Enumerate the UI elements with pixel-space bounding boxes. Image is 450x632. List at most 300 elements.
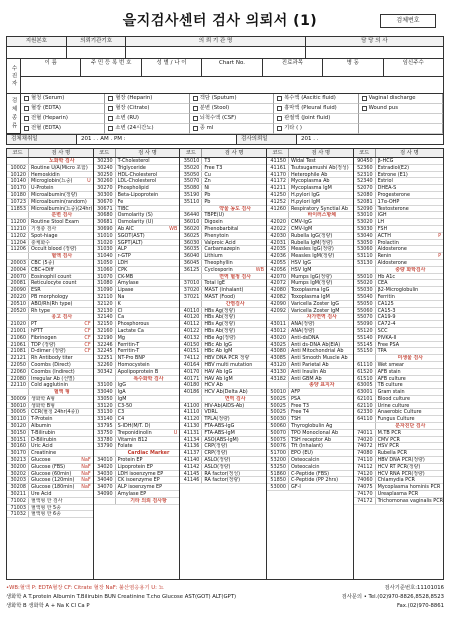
test-row[interactable] [94, 240, 180, 247]
test-row[interactable] [267, 192, 353, 199]
request-date-field[interactable]: 201 . . [301, 136, 319, 142]
section-title: 자가면역 검사 [306, 314, 337, 321]
test-row[interactable] [354, 389, 443, 396]
test-row[interactable] [7, 477, 93, 484]
test-code: 41134 [180, 437, 202, 443]
test-row[interactable] [7, 260, 93, 267]
test-row[interactable] [94, 287, 180, 294]
test-row[interactable] [7, 450, 93, 457]
test-row[interactable] [180, 253, 266, 260]
test-row[interactable] [94, 362, 180, 369]
test-row[interactable] [180, 443, 266, 450]
test-code: 33780 [94, 437, 116, 443]
test-row[interactable] [7, 233, 93, 240]
test-row[interactable] [94, 206, 180, 213]
test-row[interactable] [180, 355, 266, 362]
test-row[interactable] [94, 342, 180, 349]
test-code: 32120 [94, 301, 116, 307]
test-row[interactable] [267, 321, 353, 328]
test-row[interactable] [180, 308, 266, 315]
test-row[interactable] [7, 409, 93, 416]
test-row[interactable] [7, 396, 93, 403]
test-row[interactable] [267, 443, 353, 450]
test-row[interactable] [267, 464, 353, 471]
test-row[interactable] [354, 172, 443, 179]
test-row[interactable] [267, 294, 353, 301]
test-name: M.TB PCR [377, 429, 402, 436]
specimen-option[interactable] [105, 104, 189, 114]
test-row[interactable] [267, 403, 353, 410]
test-row[interactable] [354, 206, 443, 213]
test-row[interactable] [7, 226, 93, 233]
test-row[interactable] [267, 267, 353, 274]
test-row[interactable] [267, 185, 353, 192]
test-row[interactable] [7, 416, 93, 423]
test-row[interactable] [354, 430, 443, 437]
specimen-checkbox[interactable] [193, 106, 198, 111]
specimen-checkbox[interactable] [362, 96, 367, 101]
test-row[interactable] [267, 362, 353, 369]
test-row[interactable] [94, 233, 180, 240]
test-row[interactable] [354, 498, 443, 505]
test-row[interactable] [94, 348, 180, 355]
test-row[interactable] [180, 158, 266, 165]
specimen-option[interactable] [21, 114, 105, 124]
test-row[interactable] [94, 464, 180, 471]
test-row[interactable] [94, 335, 180, 342]
specimen-option[interactable] [190, 114, 274, 124]
test-code: 41161 [267, 165, 289, 171]
test-row[interactable] [180, 416, 266, 423]
test-row[interactable] [354, 308, 443, 315]
test-row[interactable] [94, 403, 180, 410]
test-row[interactable] [94, 443, 180, 450]
test-row[interactable] [267, 471, 353, 478]
test-row[interactable] [267, 396, 353, 403]
test-row[interactable] [267, 172, 353, 179]
test-row[interactable] [267, 260, 353, 267]
test-row[interactable] [354, 240, 443, 247]
test-row[interactable] [7, 308, 93, 315]
test-row[interactable] [180, 348, 266, 355]
test-row[interactable] [354, 185, 443, 192]
test-row[interactable] [267, 376, 353, 383]
test-code: 40151 [180, 348, 202, 354]
test-row[interactable] [354, 450, 443, 457]
physician-field[interactable] [306, 47, 443, 58]
specimen-option[interactable] [105, 94, 189, 104]
test-row[interactable] [354, 158, 443, 165]
test-row[interactable] [94, 192, 180, 199]
test-row[interactable] [354, 382, 443, 389]
specimen-option[interactable] [105, 114, 189, 124]
test-row[interactable] [267, 369, 353, 376]
test-row[interactable] [267, 348, 353, 355]
test-row[interactable] [354, 321, 443, 328]
specimen-option[interactable] [359, 104, 443, 114]
test-row[interactable] [267, 477, 353, 484]
specimen-checkbox[interactable] [277, 116, 282, 121]
test-row[interactable] [267, 253, 353, 260]
test-row[interactable] [354, 260, 443, 267]
test-row[interactable] [7, 403, 93, 410]
institution-code-field[interactable] [67, 47, 127, 58]
test-row[interactable] [354, 294, 443, 301]
test-row[interactable] [7, 511, 93, 518]
branch-field[interactable] [7, 47, 67, 58]
test-row[interactable] [180, 314, 266, 321]
test-row[interactable] [180, 178, 266, 185]
test-row[interactable] [94, 212, 180, 219]
test-row[interactable] [7, 199, 93, 206]
test-row[interactable] [7, 362, 93, 369]
test-row[interactable] [94, 477, 180, 484]
specimen-label: 전혈 (Heparin) [31, 115, 68, 121]
test-row[interactable] [180, 185, 266, 192]
test-row[interactable] [267, 206, 353, 213]
test-row[interactable] [7, 185, 93, 192]
specimen-option[interactable] [21, 104, 105, 114]
test-row[interactable] [267, 430, 353, 437]
test-row[interactable] [180, 430, 266, 437]
test-row[interactable] [354, 369, 443, 376]
test-row[interactable] [7, 172, 93, 179]
test-row[interactable] [267, 423, 353, 430]
test-row[interactable] [180, 362, 266, 369]
test-row[interactable] [7, 219, 93, 226]
test-row[interactable] [94, 185, 180, 192]
collection-date-field[interactable]: 201 . . AM . PM : [77, 135, 237, 144]
specimen-option[interactable] [190, 104, 274, 114]
test-row[interactable] [267, 287, 353, 294]
test-row[interactable] [267, 240, 353, 247]
test-row[interactable] [267, 328, 353, 335]
specimen-option[interactable] [274, 94, 358, 104]
test-row[interactable] [180, 321, 266, 328]
test-row[interactable] [94, 280, 180, 287]
test-row[interactable] [180, 212, 266, 219]
test-row[interactable] [354, 376, 443, 383]
test-row[interactable] [180, 471, 266, 478]
test-row[interactable] [94, 178, 180, 185]
test-row[interactable] [180, 233, 266, 240]
test-row[interactable] [94, 457, 180, 464]
test-row[interactable] [180, 165, 266, 172]
test-row[interactable] [7, 437, 93, 444]
test-row[interactable] [7, 206, 93, 213]
test-row[interactable] [180, 328, 266, 335]
test-row[interactable] [180, 389, 266, 396]
test-row[interactable] [94, 308, 180, 315]
test-row[interactable] [7, 178, 93, 185]
test-row[interactable] [7, 301, 93, 308]
specimen-option[interactable] [274, 114, 358, 124]
test-row[interactable] [354, 226, 443, 233]
test-row[interactable] [94, 165, 180, 172]
test-row[interactable] [354, 348, 443, 355]
test-row[interactable] [7, 321, 93, 328]
test-row[interactable] [180, 450, 266, 457]
test-code: 41260 [267, 206, 289, 212]
test-row[interactable] [267, 158, 353, 165]
test-row[interactable] [180, 280, 266, 287]
test-row[interactable] [267, 389, 353, 396]
specimen-option[interactable] [21, 124, 105, 134]
test-row[interactable] [94, 294, 180, 301]
test-row[interactable] [354, 416, 443, 423]
test-row[interactable] [354, 219, 443, 226]
test-row[interactable] [94, 301, 180, 308]
specimen-checkbox[interactable] [24, 116, 29, 121]
test-row[interactable] [94, 430, 180, 437]
test-row[interactable] [94, 437, 180, 444]
test-row[interactable] [180, 376, 266, 383]
test-row[interactable] [94, 226, 180, 233]
test-row[interactable] [7, 165, 93, 172]
test-row[interactable] [7, 348, 93, 355]
test-code: 11853 [7, 206, 29, 212]
test-row[interactable] [354, 301, 443, 308]
test-row[interactable] [267, 484, 353, 491]
specimen-option[interactable] [274, 104, 358, 114]
test-row[interactable] [7, 328, 93, 335]
test-row[interactable] [7, 240, 93, 247]
test-row[interactable] [180, 192, 266, 199]
test-row[interactable] [7, 274, 93, 281]
test-row[interactable] [7, 471, 93, 478]
test-row[interactable] [94, 369, 180, 376]
test-row[interactable] [354, 471, 443, 478]
test-row[interactable] [354, 342, 443, 349]
test-row[interactable] [267, 199, 353, 206]
test-row[interactable] [180, 267, 266, 274]
test-row[interactable] [7, 484, 93, 491]
test-name: Estrone (E1) [377, 171, 408, 178]
specimen-option[interactable] [190, 94, 274, 104]
test-row[interactable] [7, 457, 93, 464]
test-row[interactable] [267, 409, 353, 416]
test-row[interactable] [354, 457, 443, 464]
test-row[interactable] [180, 335, 266, 342]
test-row[interactable] [94, 484, 180, 491]
test-row[interactable] [94, 314, 180, 321]
test-row[interactable] [354, 246, 443, 253]
test-code: 31010 [94, 233, 116, 239]
test-row[interactable] [267, 165, 353, 172]
test-row[interactable] [7, 505, 93, 512]
test-row[interactable] [7, 464, 93, 471]
test-row[interactable] [94, 158, 180, 165]
specimen-option[interactable] [190, 124, 274, 134]
test-row[interactable] [7, 267, 93, 274]
test-row[interactable] [180, 423, 266, 430]
specimen-checkbox[interactable] [362, 106, 367, 111]
test-row[interactable] [180, 294, 266, 301]
test-row[interactable] [267, 355, 353, 362]
test-row[interactable] [354, 403, 443, 410]
specimen-option[interactable] [105, 124, 189, 134]
test-row[interactable] [354, 437, 443, 444]
test-row[interactable] [180, 409, 266, 416]
test-row[interactable] [94, 382, 180, 389]
specimen-option[interactable] [274, 124, 358, 134]
test-row[interactable] [354, 491, 443, 498]
test-row[interactable] [94, 219, 180, 226]
test-row[interactable] [267, 450, 353, 457]
test-row[interactable] [354, 287, 443, 294]
test-row[interactable] [7, 376, 93, 383]
test-code: 42030 [267, 233, 289, 239]
test-row[interactable] [267, 457, 353, 464]
test-row[interactable] [180, 369, 266, 376]
test-row[interactable] [267, 219, 353, 226]
test-row[interactable] [7, 423, 93, 430]
test-row[interactable] [180, 219, 266, 226]
test-row[interactable] [354, 335, 443, 342]
test-row[interactable] [94, 409, 180, 416]
test-row[interactable] [7, 287, 93, 294]
test-row[interactable] [94, 396, 180, 403]
test-row[interactable] [354, 396, 443, 403]
specimen-checkbox[interactable] [108, 106, 113, 111]
test-row[interactable] [180, 246, 266, 253]
specimen-label: 분변 (Stool) [199, 105, 230, 111]
test-row[interactable] [7, 498, 93, 505]
test-name: HBs Ab(정량) [204, 314, 236, 321]
specimen-checkbox[interactable] [24, 96, 29, 101]
specimen-option[interactable] [21, 94, 105, 104]
specimen-checkbox[interactable] [24, 106, 29, 111]
test-row[interactable] [267, 274, 353, 281]
test-row[interactable] [180, 457, 266, 464]
test-row[interactable] [354, 178, 443, 185]
test-row[interactable] [267, 301, 353, 308]
test-row[interactable] [354, 212, 443, 219]
test-row[interactable] [267, 233, 353, 240]
specimen-checkbox[interactable] [277, 96, 282, 101]
test-row[interactable] [94, 355, 180, 362]
test-row[interactable] [354, 328, 443, 335]
test-row[interactable] [94, 274, 180, 281]
test-row[interactable] [7, 342, 93, 349]
test-row[interactable] [354, 274, 443, 281]
test-row[interactable] [267, 342, 353, 349]
test-row[interactable] [7, 294, 93, 301]
test-row[interactable] [94, 246, 180, 253]
specimen-checkbox[interactable] [277, 126, 282, 131]
test-row[interactable] [7, 192, 93, 199]
test-row[interactable] [94, 321, 180, 328]
patient-input-row[interactable] [21, 77, 443, 94]
test-row[interactable] [94, 389, 180, 396]
test-row[interactable] [94, 199, 180, 206]
specimen-checkbox[interactable] [193, 116, 198, 121]
test-row[interactable] [267, 308, 353, 315]
test-row[interactable] [267, 335, 353, 342]
test-row[interactable] [180, 287, 266, 294]
institution-name-label: 의 뢰 기 관 명 [126, 37, 305, 46]
test-row[interactable] [354, 443, 443, 450]
test-row[interactable] [94, 491, 180, 498]
test-row[interactable] [354, 362, 443, 369]
test-row[interactable] [94, 328, 180, 335]
test-row[interactable] [7, 369, 93, 376]
test-row[interactable] [94, 253, 180, 260]
test-row[interactable] [354, 409, 443, 416]
test-row[interactable] [267, 226, 353, 233]
specimen-flag: NaF [81, 470, 91, 477]
test-row[interactable] [180, 464, 266, 471]
specimen-checkbox[interactable] [24, 126, 29, 131]
specimen-checkbox[interactable] [108, 96, 113, 101]
test-row[interactable] [354, 253, 443, 260]
test-row[interactable] [180, 199, 266, 206]
specimen-label: 소변 (RU) [115, 115, 139, 121]
test-row[interactable] [354, 233, 443, 240]
specimen-checkbox[interactable] [193, 96, 198, 101]
test-row[interactable] [354, 484, 443, 491]
specimen-checkbox[interactable] [108, 116, 113, 121]
test-row[interactable] [7, 443, 93, 450]
test-row[interactable] [267, 246, 353, 253]
test-row[interactable] [94, 260, 180, 267]
test-row[interactable] [94, 267, 180, 274]
test-row[interactable] [180, 226, 266, 233]
test-row[interactable] [180, 240, 266, 247]
test-row[interactable] [180, 382, 266, 389]
test-row[interactable] [354, 280, 443, 287]
test-row[interactable] [354, 464, 443, 471]
test-row[interactable] [7, 430, 93, 437]
test-code: 55010 [354, 274, 376, 280]
test-row[interactable] [354, 477, 443, 484]
test-row[interactable] [7, 246, 93, 253]
test-row[interactable] [7, 335, 93, 342]
test-row[interactable] [354, 192, 443, 199]
specimen-checkbox[interactable] [193, 126, 198, 131]
test-row[interactable] [94, 471, 180, 478]
test-row[interactable] [354, 199, 443, 206]
test-name: FTA-ABS-IgM [204, 429, 235, 436]
test-row[interactable] [354, 165, 443, 172]
test-row[interactable] [180, 342, 266, 349]
test-row[interactable] [94, 172, 180, 179]
test-row[interactable] [180, 260, 266, 267]
test-row[interactable] [7, 355, 93, 362]
test-row[interactable] [180, 403, 266, 410]
test-row[interactable] [180, 477, 266, 484]
test-row[interactable] [7, 382, 93, 389]
specimen-checkbox[interactable] [277, 106, 282, 111]
test-row[interactable] [180, 437, 266, 444]
specimen-checkbox[interactable] [108, 126, 113, 131]
test-row[interactable] [94, 416, 180, 423]
test-row[interactable] [180, 172, 266, 179]
test-row[interactable] [267, 437, 353, 444]
test-row[interactable] [7, 491, 93, 498]
test-name: Amylase [117, 280, 139, 287]
institution-name-field[interactable] [126, 47, 305, 58]
specimen-option[interactable] [359, 94, 443, 104]
test-row[interactable] [7, 280, 93, 287]
test-row[interactable] [354, 314, 443, 321]
test-row[interactable] [267, 416, 353, 423]
test-name: HCV Ab [204, 382, 223, 389]
test-name: HBc Ab IgG [204, 341, 232, 348]
test-row[interactable] [94, 423, 180, 430]
test-row[interactable] [267, 178, 353, 185]
test-row[interactable] [267, 280, 353, 287]
